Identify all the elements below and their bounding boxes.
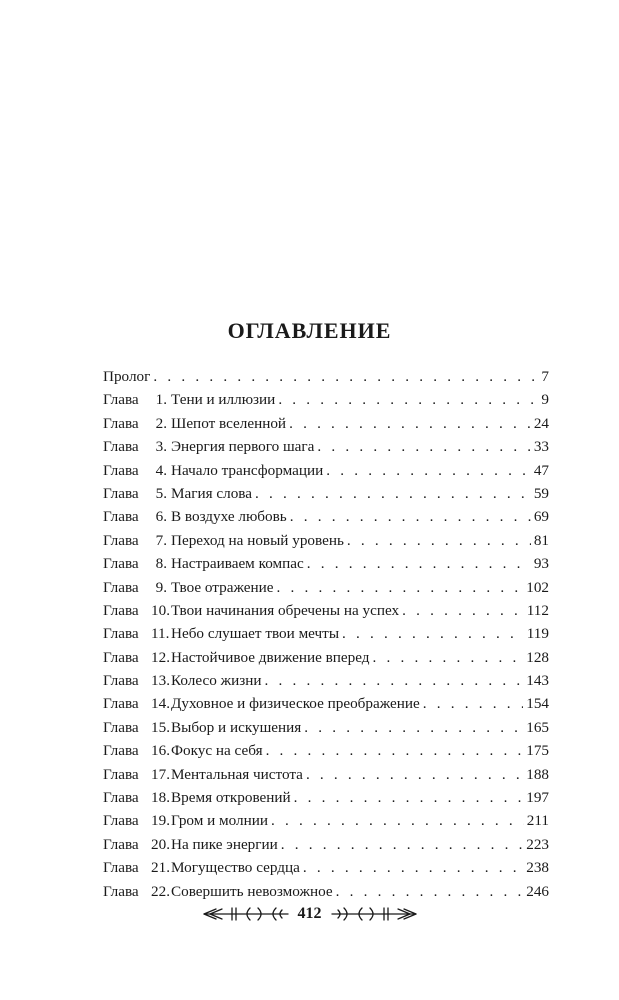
chapter-word: Глава: [103, 461, 139, 479]
chapter-number: 11.: [151, 625, 170, 643]
dot-leader: [289, 412, 531, 435]
chapter-page: 81: [533, 531, 549, 549]
chapter-page: 112: [526, 601, 549, 619]
chapter-page: 211: [526, 812, 549, 830]
chapter-word: Глава: [103, 695, 139, 713]
toc-entry-chapter[interactable]: [103, 412, 549, 435]
chapter-title: Настраиваем компас: [171, 555, 304, 573]
chapter-number: 12.: [151, 648, 170, 666]
chapter-page: 238: [526, 859, 549, 877]
chapter-title: Магия слова: [171, 484, 253, 502]
chapter-word: Глава: [103, 555, 139, 573]
toc-entry-chapter[interactable]: [103, 552, 549, 575]
chapter-title: Выбор и искушения: [171, 718, 302, 736]
table-of-contents: [103, 365, 549, 903]
chapter-page: 175: [526, 742, 549, 760]
toc-entry-chapter[interactable]: [103, 435, 549, 458]
chapter-number: 15.: [151, 718, 170, 736]
right-ornament-icon: [330, 905, 418, 923]
chapter-number: 20.: [151, 835, 170, 853]
chapter-title: Твое отражение: [171, 578, 274, 596]
toc-entry-chapter[interactable]: [103, 880, 549, 903]
toc-entry-chapter[interactable]: [103, 505, 549, 528]
chapter-page: 188: [526, 765, 549, 783]
chapter-title: Настойчивое движение вперед: [171, 648, 370, 666]
dot-leader: [402, 599, 524, 622]
chapter-word: Глава: [103, 789, 139, 807]
chapter-page: 33: [533, 438, 549, 456]
chapter-word: Глава: [103, 531, 139, 549]
dot-leader: [294, 786, 524, 809]
chapter-word: Глава: [103, 812, 139, 830]
dot-leader: [342, 622, 524, 645]
toc-entry-chapter[interactable]: [103, 739, 549, 762]
chapter-page: 143: [526, 672, 549, 690]
chapter-title: Духовное и физическое преображение: [171, 695, 420, 713]
toc-entry-chapter[interactable]: [103, 786, 549, 809]
dot-leader: [271, 809, 524, 832]
dot-leader: [281, 833, 523, 856]
chapter-title: На пике энергии: [171, 835, 278, 853]
toc-entry-chapter[interactable]: [103, 856, 549, 879]
chapter-word: Глава: [103, 578, 139, 596]
chapter-number: 1.: [155, 391, 167, 409]
chapter-page: 165: [526, 718, 549, 736]
chapter-word: Глава: [103, 859, 139, 877]
dot-leader: [266, 739, 524, 762]
dot-leader: [255, 482, 531, 505]
chapter-word: Глава: [103, 835, 139, 853]
chapter-page: 119: [526, 625, 549, 643]
dot-leader: [264, 669, 523, 692]
dot-leader: [303, 856, 523, 879]
chapter-title: Время откровений: [171, 789, 291, 807]
dot-leader: [307, 552, 531, 575]
page-footer: [0, 902, 619, 926]
chapter-word: Глава: [103, 882, 139, 900]
chapter-number: 5.: [155, 484, 167, 502]
chapter-number: 13.: [151, 672, 170, 690]
dot-leader: [278, 388, 538, 411]
dot-leader: [326, 459, 531, 482]
chapter-number: 14.: [151, 695, 170, 713]
toc-entry-prologue[interactable]: [103, 365, 549, 388]
chapter-number: 9.: [155, 578, 167, 596]
chapter-number: 4.: [155, 461, 167, 479]
chapter-word: Глава: [103, 765, 139, 783]
toc-entry-chapter[interactable]: [103, 716, 549, 739]
dot-leader: [153, 365, 538, 388]
chapter-page: 246: [526, 882, 549, 900]
toc-entry-chapter[interactable]: [103, 576, 549, 599]
chapter-page: 154: [526, 695, 549, 713]
toc-entry-chapter[interactable]: [103, 833, 549, 856]
dot-leader: [306, 763, 523, 786]
chapter-number: 19.: [151, 812, 170, 830]
chapter-number: 2.: [155, 414, 167, 432]
chapter-title: Начало трансформации: [171, 461, 324, 479]
dot-leader: [347, 529, 531, 552]
chapter-page: 197: [526, 789, 549, 807]
toc-entry-label: Пролог: [103, 368, 151, 385]
dot-leader: [290, 505, 531, 528]
chapter-title: Гром и молнии: [171, 812, 269, 830]
dot-leader: [423, 692, 523, 715]
chapter-number: 6.: [155, 508, 167, 526]
chapter-word: Глава: [103, 742, 139, 760]
chapter-number: 17.: [151, 765, 170, 783]
chapter-word: Глава: [103, 648, 139, 666]
chapter-page: 9: [541, 391, 549, 409]
toc-entry-chapter[interactable]: [103, 809, 549, 832]
chapter-number: 21.: [151, 859, 170, 877]
toc-entry-chapter[interactable]: [103, 763, 549, 786]
chapter-number: 10.: [151, 601, 170, 619]
toc-entry-chapter[interactable]: [103, 529, 549, 552]
chapter-title: Совершить невозможное: [171, 882, 333, 900]
chapter-page: 223: [526, 835, 549, 853]
chapter-page: 59: [533, 484, 549, 502]
chapter-page: 47: [533, 461, 549, 479]
dot-leader: [277, 576, 524, 599]
chapter-word: Глава: [103, 625, 139, 643]
toc-entry-chapter[interactable]: [103, 482, 549, 505]
chapter-word: Глава: [103, 601, 139, 619]
chapter-title: Твои начинания обречены на успех: [171, 601, 400, 619]
chapter-word: Глава: [103, 718, 139, 736]
chapter-number: 7.: [155, 531, 167, 549]
toc-entry-chapter[interactable]: [103, 622, 549, 645]
chapter-page: 128: [526, 648, 549, 666]
chapter-word: Глава: [103, 391, 139, 409]
chapter-word: Глава: [103, 414, 139, 432]
chapter-page: 69: [533, 508, 549, 526]
dot-leader: [304, 716, 523, 739]
toc-entry-chapter[interactable]: [103, 388, 549, 411]
toc-entry-chapter[interactable]: [103, 599, 549, 622]
chapter-title: Энергия первого шага: [171, 438, 315, 456]
chapter-number: 16.: [151, 742, 170, 760]
chapter-number: 3.: [155, 438, 167, 456]
dot-leader: [373, 646, 524, 669]
toc-entry-page: 7: [541, 368, 549, 385]
chapter-title: Тени и иллюзии: [171, 391, 276, 409]
left-ornament-icon: [202, 905, 290, 923]
chapter-title: В воздухе любовь: [171, 508, 287, 526]
chapter-title: Переход на новый уровень: [171, 531, 344, 549]
toc-entry-chapter[interactable]: [103, 669, 549, 692]
chapter-title: Колесо жизни: [171, 672, 262, 690]
dot-leader: [336, 880, 524, 903]
chapter-word: Глава: [103, 672, 139, 690]
chapter-number: 22.: [151, 882, 170, 900]
chapter-title: Шепот вселенной: [171, 414, 287, 432]
page-title: ОГЛАВЛЕНИЕ: [227, 318, 392, 343]
chapter-number: 18.: [151, 789, 170, 807]
toc-entry-chapter[interactable]: [103, 459, 549, 482]
chapter-word: Глава: [103, 484, 139, 502]
chapter-word: Глава: [103, 508, 139, 526]
chapter-title: Могущество сердца: [171, 859, 300, 877]
toc-entry-chapter[interactable]: [103, 692, 549, 715]
chapter-page: 24: [533, 414, 549, 432]
chapter-word: Глава: [103, 438, 139, 456]
dot-leader: [317, 435, 530, 458]
chapter-title: Ментальная чистота: [171, 765, 303, 783]
chapter-page: 93: [533, 555, 549, 573]
chapter-number: 8.: [155, 555, 167, 573]
toc-entry-chapter[interactable]: [103, 646, 549, 669]
page-number: 412: [297, 905, 322, 922]
chapter-title: Фокус на себя: [171, 742, 263, 760]
chapter-title: Небо слушает твои мечты: [171, 625, 340, 643]
chapter-page: 102: [526, 578, 549, 596]
